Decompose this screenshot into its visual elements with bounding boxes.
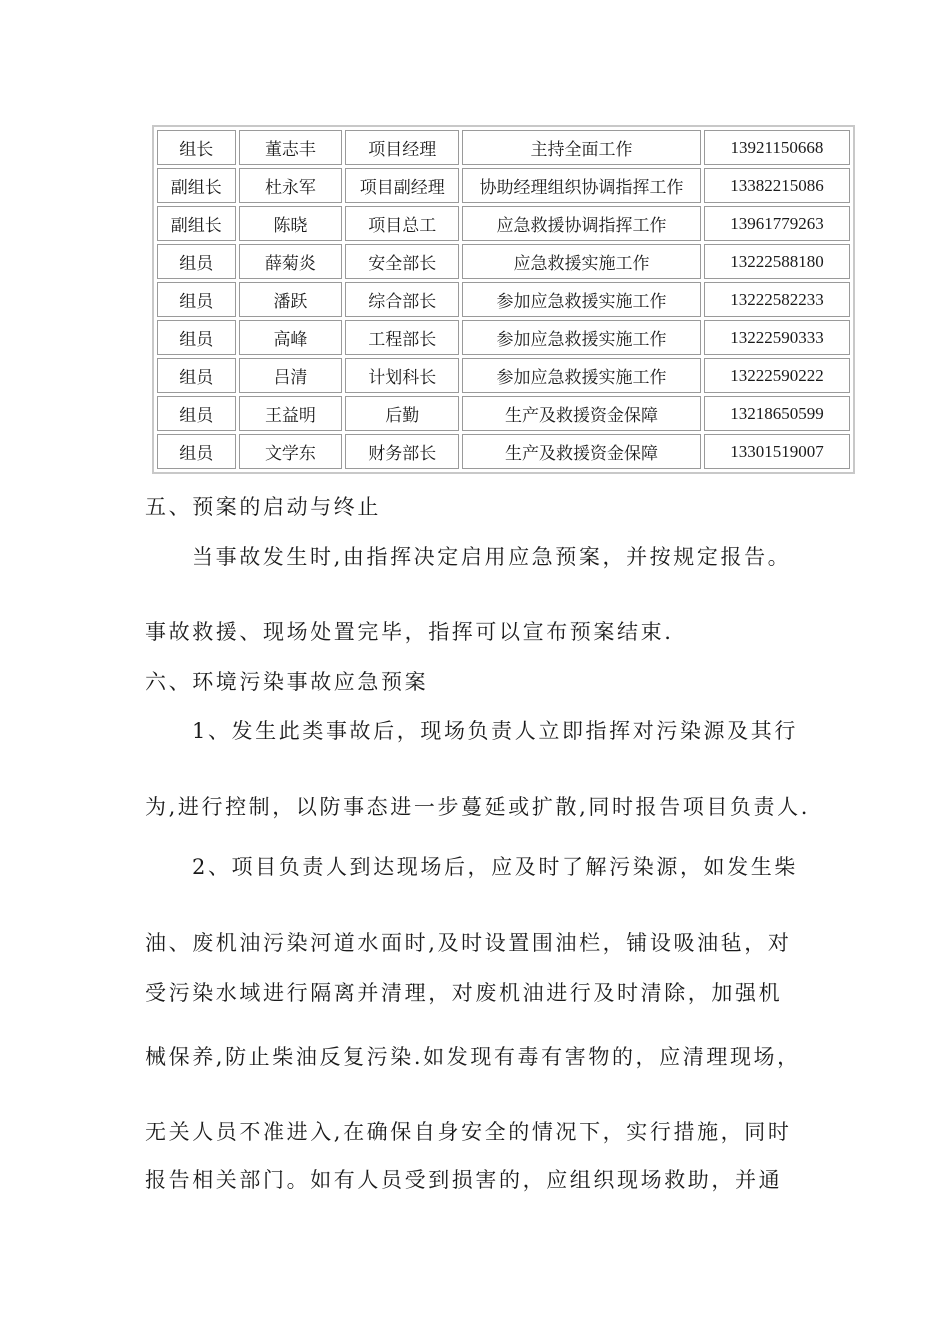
member-name-cell: 杜永军	[239, 168, 343, 203]
member-duty-cell: 参加应急救援实施工作	[462, 320, 701, 355]
member-role-cell: 组员	[157, 434, 236, 469]
member-duty-cell: 应急救援实施工作	[462, 244, 701, 279]
table-row	[157, 130, 850, 165]
member-role-cell: 组员	[157, 358, 236, 393]
table-row	[157, 206, 850, 241]
member-title-cell: 项目总工	[345, 206, 459, 241]
table-row	[157, 244, 850, 279]
member-duty-cell: 主持全面工作	[462, 130, 701, 165]
member-name-cell: 董志丰	[239, 130, 343, 165]
roster-table-body	[157, 130, 850, 469]
member-role-cell: 组长	[157, 130, 236, 165]
member-role-cell: 组员	[157, 244, 236, 279]
section-6-paragraph-line: 报告相关部门。如有人员受到损害的，应组织现场救助，并通	[145, 1168, 783, 1192]
table-row	[157, 168, 850, 203]
member-name-cell: 吕清	[239, 358, 343, 393]
member-phone-cell: 13222588180	[704, 244, 850, 279]
member-name-cell: 陈晓	[239, 206, 343, 241]
member-duty-cell: 协助经理组织协调指挥工作	[462, 168, 701, 203]
member-phone-cell: 13222582233	[704, 282, 850, 317]
member-name-cell: 薛菊炎	[239, 244, 343, 279]
section-6-heading: 六、环境污染事故应急预案	[145, 670, 429, 694]
table-row	[157, 282, 850, 317]
section-5-heading: 五、预案的启动与终止	[145, 495, 381, 519]
section-5-paragraph-line: 当事故发生时,由指挥决定启用应急预案，并按规定报告。	[192, 545, 792, 569]
member-name-cell: 潘跃	[239, 282, 343, 317]
member-phone-cell: 13218650599	[704, 396, 850, 431]
member-title-cell: 综合部长	[345, 282, 459, 317]
member-duty-cell: 生产及救援资金保障	[462, 434, 701, 469]
table-row	[157, 358, 850, 393]
member-role-cell: 副组长	[157, 168, 236, 203]
member-duty-cell: 参加应急救援实施工作	[462, 282, 701, 317]
section-6-paragraph-line: 械保养,防止柴油反复污染.如发现有毒有害物的，应清理现场，	[145, 1045, 801, 1069]
table-row	[157, 434, 850, 469]
table-row	[157, 396, 850, 431]
member-role-cell: 组员	[157, 282, 236, 317]
member-phone-cell: 13301519007	[704, 434, 850, 469]
section-6-paragraph-line: 2、项目负责人到达现场后，应及时了解污染源，如发生柴	[192, 855, 798, 879]
member-title-cell: 项目副经理	[345, 168, 459, 203]
member-role-cell: 组员	[157, 396, 236, 431]
member-role-cell: 组员	[157, 320, 236, 355]
section-6-paragraph-line: 受污染水域进行隔离并清理，对废机油进行及时清除，加强机	[145, 981, 783, 1005]
table-row	[157, 320, 850, 355]
section-6-paragraph-line: 1、发生此类事故后，现场负责人立即指挥对污染源及其行	[192, 719, 798, 743]
member-role-cell: 副组长	[157, 206, 236, 241]
member-title-cell: 财务部长	[345, 434, 459, 469]
member-phone-cell: 13222590222	[704, 358, 850, 393]
member-title-cell: 计划科长	[345, 358, 459, 393]
member-phone-cell: 13961779263	[704, 206, 850, 241]
member-duty-cell: 参加应急救援实施工作	[462, 358, 701, 393]
member-title-cell: 后勤	[345, 396, 459, 431]
member-title-cell: 项目经理	[345, 130, 459, 165]
section-6-paragraph-line: 油、废机油污染河道水面时,及时设置围油栏，铺设吸油毡，对	[145, 931, 792, 955]
member-title-cell: 工程部长	[345, 320, 459, 355]
member-duty-cell: 生产及救援资金保障	[462, 396, 701, 431]
member-phone-cell: 13921150668	[704, 130, 850, 165]
member-phone-cell: 13222590333	[704, 320, 850, 355]
member-name-cell: 王益明	[239, 396, 343, 431]
section-6-paragraph-line: 为,进行控制，以防事态进一步蔓延或扩散,同时报告项目负责人.	[145, 795, 811, 819]
member-phone-cell: 13382215086	[704, 168, 850, 203]
section-5-paragraph-line: 事故救援、现场处置完毕，指挥可以宣布预案结束.	[145, 620, 674, 644]
emergency-team-table	[152, 125, 855, 474]
member-name-cell: 文学东	[239, 434, 343, 469]
member-name-cell: 高峰	[239, 320, 343, 355]
member-title-cell: 安全部长	[345, 244, 459, 279]
member-duty-cell: 应急救援协调指挥工作	[462, 206, 701, 241]
section-6-paragraph-line: 无关人员不准进入,在确保自身安全的情况下，实行措施，同时	[145, 1120, 792, 1144]
